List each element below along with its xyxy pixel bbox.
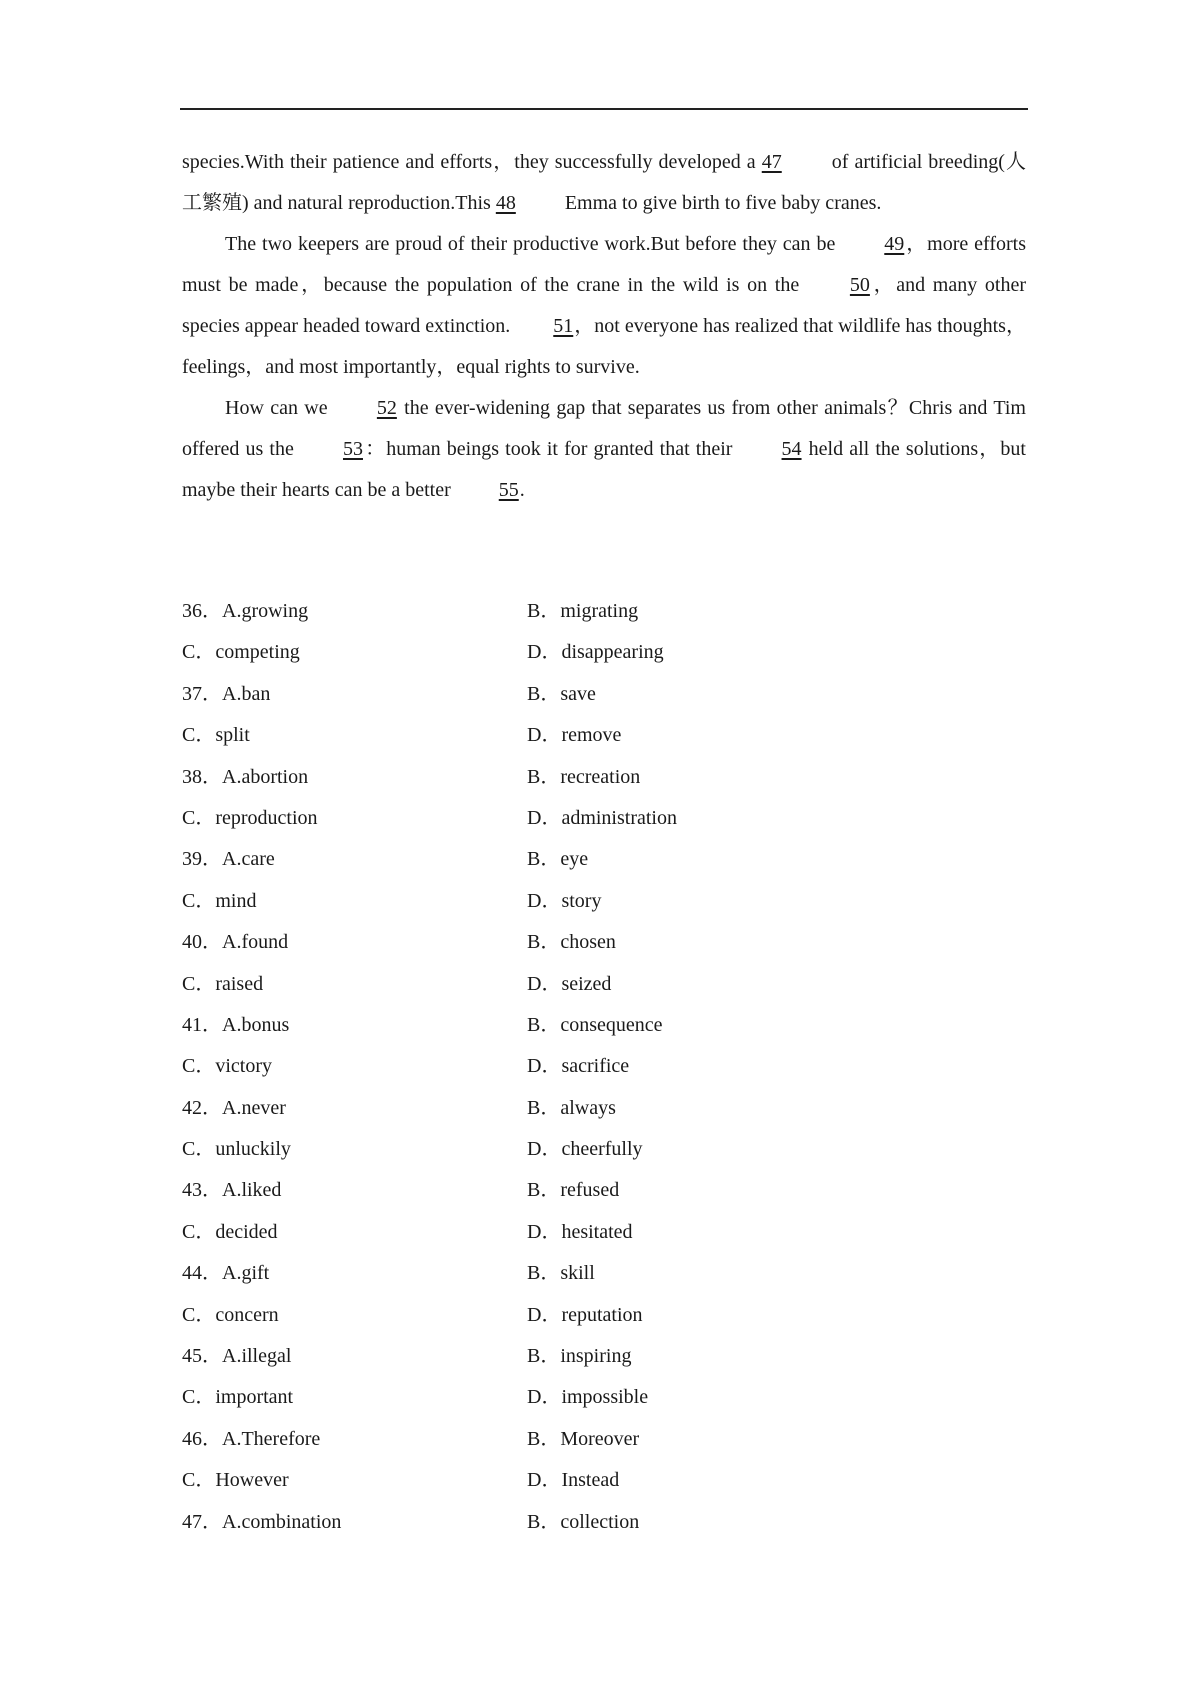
option-row bbox=[182, 798, 1026, 839]
option-row bbox=[182, 1129, 1026, 1170]
option-row bbox=[182, 757, 1026, 798]
option-right: B．consequence bbox=[527, 1013, 663, 1036]
passage-text: The two keepers are proud of their productive work.But before they can be bbox=[225, 233, 842, 255]
option-left: 42．A.never bbox=[182, 1096, 286, 1119]
option-row bbox=[182, 1088, 1026, 1129]
option-right: D．administration bbox=[527, 806, 677, 829]
option-left: 37．A.ban bbox=[182, 682, 271, 705]
option-left: 36．A.growing bbox=[182, 600, 309, 622]
option-right: D．seized bbox=[527, 972, 612, 995]
option-row bbox=[182, 964, 1026, 1005]
blank-50: 50 bbox=[849, 274, 870, 296]
option-left: C．concern bbox=[182, 1303, 279, 1326]
passage-paragraph-2 bbox=[182, 224, 1026, 388]
option-row bbox=[182, 674, 1026, 715]
option-left: C．competing bbox=[182, 641, 300, 664]
blank-49: 49 bbox=[884, 233, 905, 255]
option-right: D．impossible bbox=[527, 1386, 649, 1409]
passage-paragraph-3 bbox=[182, 388, 1026, 511]
blank-55: 55 bbox=[498, 479, 519, 501]
blank-53: 53 bbox=[342, 438, 363, 460]
option-row bbox=[182, 839, 1026, 880]
blank-51: 51 bbox=[553, 315, 574, 337]
option-right: B．collection bbox=[527, 1510, 640, 1533]
passage-text: Emma to give birth to five baby cranes. bbox=[559, 192, 882, 214]
option-row bbox=[182, 1419, 1026, 1460]
passage-text: ，not everyone has realized that wildlife has thoughts，feelings，and most importantly，equal rights to survive. bbox=[182, 315, 1026, 378]
option-row bbox=[182, 632, 1026, 673]
passage-paragraph-1 bbox=[182, 142, 1026, 224]
blank-47: 47 bbox=[761, 151, 782, 173]
header-rule bbox=[180, 108, 1028, 110]
option-left: 43．A.liked bbox=[182, 1179, 282, 1202]
option-left: 41．A.bonus bbox=[182, 1013, 290, 1036]
blank-48: 48 bbox=[495, 192, 516, 214]
option-left: C．decided bbox=[182, 1220, 278, 1243]
answer-options-list bbox=[182, 591, 1026, 1543]
option-right: D．sacrifice bbox=[527, 1055, 630, 1078]
blank-52: 52 bbox=[376, 397, 397, 419]
option-row bbox=[182, 1046, 1026, 1087]
option-left: 44．A.gift bbox=[182, 1262, 270, 1285]
passage-text: ，more efforts must be made，because the population of the crane in the wild is on the bbox=[182, 233, 1026, 296]
option-left: C．reproduction bbox=[182, 806, 318, 829]
passage-text: the ever-widening gap that separates us from other animals？Chris and Tim offered us the bbox=[182, 397, 1026, 460]
option-left: C．However bbox=[182, 1469, 289, 1492]
blank-54: 54 bbox=[781, 438, 802, 460]
passage-text: . bbox=[519, 479, 525, 501]
cloze-passage bbox=[182, 142, 1026, 511]
option-left: C．raised bbox=[182, 972, 264, 995]
passage-text: How can we bbox=[225, 397, 334, 419]
option-row bbox=[182, 1170, 1026, 1211]
option-row bbox=[182, 1336, 1026, 1377]
option-right: B．chosen bbox=[527, 931, 616, 954]
option-row bbox=[182, 1295, 1026, 1336]
option-right: B．save bbox=[527, 682, 596, 705]
option-right: B．recreation bbox=[527, 765, 641, 788]
option-row bbox=[182, 1212, 1026, 1253]
option-left: 45．A.illegal bbox=[182, 1345, 292, 1368]
option-right: D．story bbox=[527, 889, 602, 912]
passage-text: species.With their patience and efforts，they successfully developed a bbox=[182, 151, 762, 173]
option-right: B．eye bbox=[527, 848, 589, 871]
option-row bbox=[182, 1253, 1026, 1294]
option-row bbox=[182, 1005, 1026, 1046]
option-right: B．inspiring bbox=[527, 1345, 632, 1368]
passage-text: ：human beings took it for granted that their bbox=[363, 438, 739, 460]
option-row bbox=[182, 881, 1026, 922]
option-right: D．cheerfully bbox=[527, 1138, 643, 1161]
option-right: D．reputation bbox=[527, 1303, 643, 1326]
option-right: D．remove bbox=[527, 724, 622, 747]
option-row bbox=[182, 1502, 1026, 1543]
option-left: 47．A.combination bbox=[182, 1510, 342, 1533]
option-row bbox=[182, 1377, 1026, 1418]
passage-text: ，and many other species appear headed toward extinction. bbox=[182, 274, 1027, 337]
option-left: C．unluckily bbox=[182, 1138, 291, 1161]
option-left: 38．A.abortion bbox=[182, 765, 309, 788]
option-left: 40．A.found bbox=[182, 931, 289, 954]
option-left: C．mind bbox=[182, 889, 257, 912]
option-right: D．Instead bbox=[527, 1469, 620, 1492]
option-row bbox=[182, 1460, 1026, 1501]
option-left: C．important bbox=[182, 1386, 294, 1409]
option-row bbox=[182, 715, 1026, 756]
option-left: C．victory bbox=[182, 1055, 272, 1078]
passage-text: held all the solutions，but maybe their hearts can be a better bbox=[182, 438, 1026, 501]
passage-text: of artificial breeding(人工繁殖) and natural reproduction.This bbox=[182, 151, 1026, 214]
option-left: C．split bbox=[182, 724, 250, 747]
option-left: 46．A.Therefore bbox=[182, 1427, 321, 1450]
option-right: B．refused bbox=[527, 1179, 620, 1202]
option-row bbox=[182, 591, 1026, 632]
option-left: 39．A.care bbox=[182, 848, 275, 871]
option-row bbox=[182, 922, 1026, 963]
option-right: B．Moreover bbox=[527, 1427, 640, 1450]
option-right: B．skill bbox=[527, 1262, 595, 1285]
option-right: D．hesitated bbox=[527, 1220, 633, 1243]
option-right: B．migrating bbox=[527, 600, 639, 622]
option-right: D．disappearing bbox=[527, 641, 664, 664]
option-right: B．always bbox=[527, 1096, 616, 1119]
